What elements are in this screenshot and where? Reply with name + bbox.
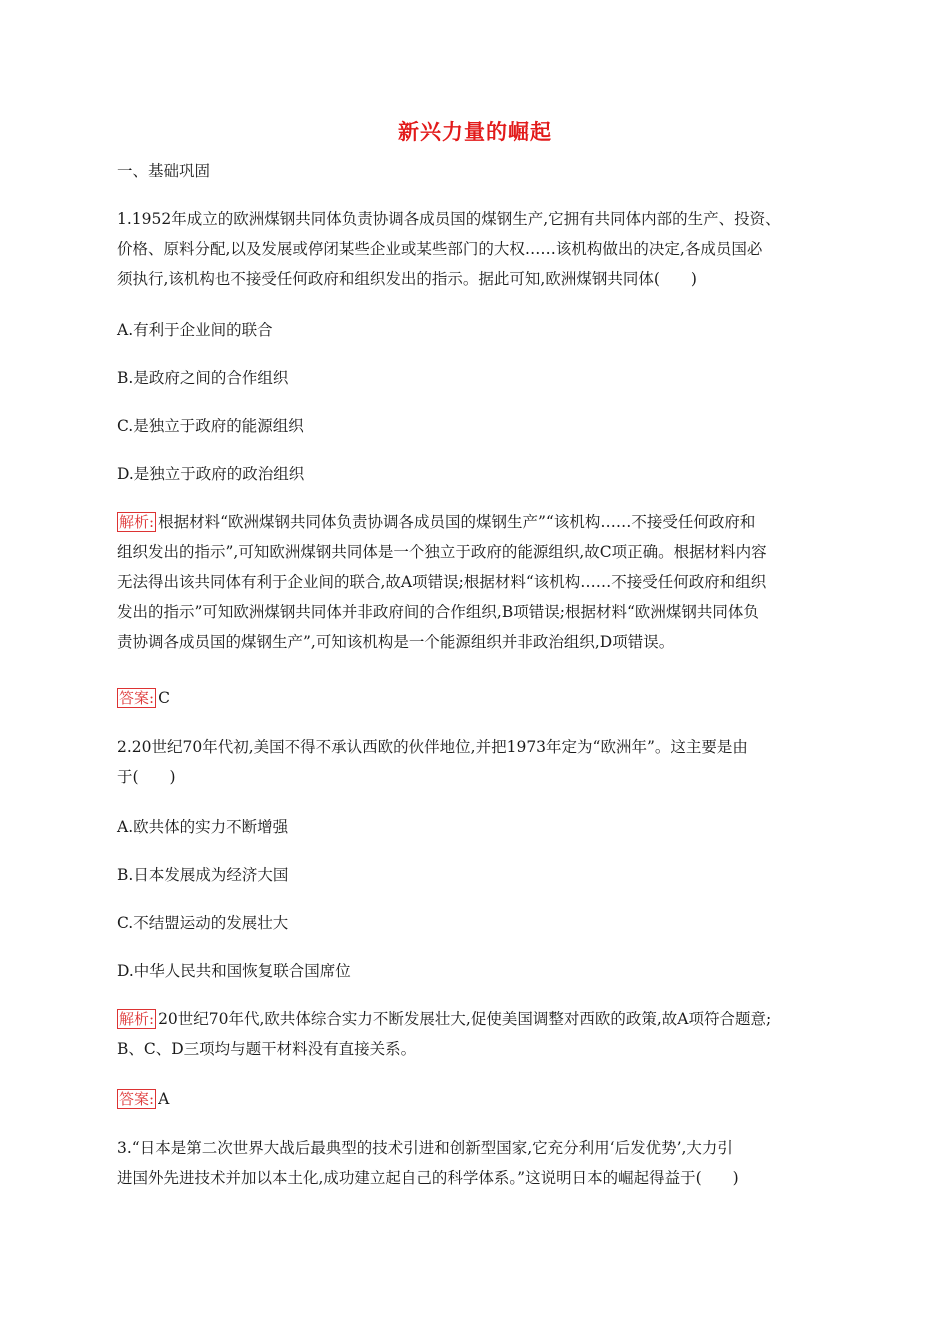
question-1-option-a: A.有利于企业间的联合 — [117, 321, 273, 339]
question-1-stem: 1.1952年成立的欧洲煤钢共同体负责协调各成员国的煤钢生产,它拥有共同体内部的生产、投资、 价格、原料分配,以及发展或停闭某些企业或某些部门的大权……该机构做出的决定,各成员国必 须执行,该机构也不接受任何政府和组织发出的指示。据此可知,欧洲煤钢共同体( ) — [117, 210, 781, 288]
question-2-stem: 2.20世纪70年代初,美国不得不承认西欧的伙伴地位,并把1973年定为“欧洲年”。这主要是由 于( ) — [117, 738, 748, 786]
question-2-option-b: B.日本发展成为经济大国 — [117, 866, 289, 884]
answer-label: 答案: — [119, 689, 155, 707]
question-1-answer: 答案: C — [119, 689, 170, 707]
question-2-analysis: 解析: 20世纪70年代,欧共体综合实力不断发展壮大,促使美国调整对西欧的政策,故A项符合题意; B、C、D三项均与题干材料没有直接关系。 — [117, 1010, 772, 1058]
answer-label: 答案: — [119, 1090, 155, 1108]
question-1-option-d: D.是独立于政府的政治组织 — [117, 465, 305, 483]
question-1-option-b: B.是政府之间的合作组织 — [117, 369, 289, 387]
question-2-option-d: D.中华人民共和国恢复联合国席位 — [117, 962, 351, 980]
question-1-analysis: 解析: 根据材料“欧洲煤钢共同体负责协调各成员国的煤钢生产”“该机构……不接受任何政府和 组织发出的指示”,可知欧洲煤钢共同体是一个独立于政府的能源组织,故C项正确。根据材料内容 无法得出该共同体有利于企业间的联合,故A项错误;根据材料“该机构……不接受任何政府和组织 发出的指示”可知欧洲煤钢共同体并非政府间的合作组织,B项错误;根据材料“欧洲煤钢共同体负 责协调各成员国的煤钢生产”,可知该机构是一个能源组织并非政治组织,D项错误。 — [117, 513, 767, 651]
question-3-stem: 3.“日本是第二次世界大战后最典型的技术引进和创新型国家,它充分利用‘后发优势’,大力引 进国外先进技术并加以本土化,成功建立起自己的科学体系。”这说明日本的崛起得益于( ) — [117, 1139, 739, 1187]
section-heading: 一、基础巩固 — [117, 162, 211, 180]
analysis-label: 解析: — [119, 513, 155, 531]
page-title: 新兴力量的崛起 — [398, 119, 552, 144]
question-2-option-a: A.欧共体的实力不断增强 — [117, 818, 289, 836]
question-2-option-c: C.不结盟运动的发展壮大 — [117, 914, 289, 932]
analysis-label: 解析: — [119, 1010, 155, 1028]
question-1-option-c: C.是独立于政府的能源组织 — [117, 417, 304, 435]
question-2-answer: 答案: A — [119, 1090, 170, 1108]
